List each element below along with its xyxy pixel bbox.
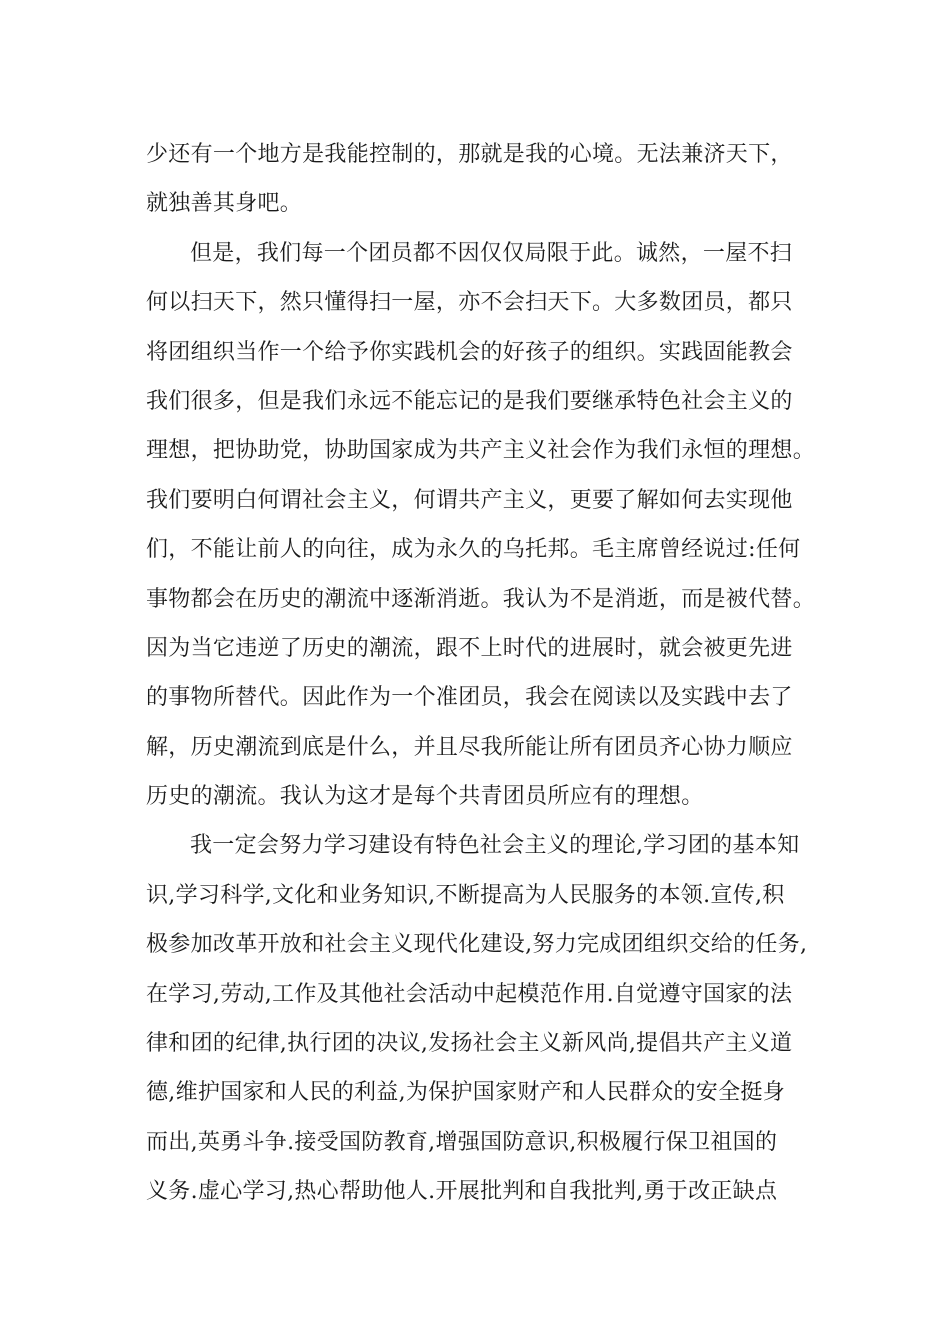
text-line: 理想，把协助党，协助国家成为共产主义社会作为我们永恒的理想。 xyxy=(146,438,816,464)
text-line: 事物都会在历史的潮流中逐渐消逝。我认为不是消逝，而是被代替。 xyxy=(146,586,816,612)
paragraph-first-line: 我一定会努力学习建设有特色社会主义的理论,学习团的基本知 xyxy=(190,833,800,859)
text-line: 将团组织当作一个给予你实践机会的好孩子的组织。实践固能教会 xyxy=(146,339,793,365)
paragraph-first-line: 但是，我们每一个团员都不因仅仅局限于此。诚然，一屋不扫 xyxy=(190,240,793,266)
text-line: 义务.虚心学习,热心帮助他人.开展批判和自我批判,勇于改正缺点 xyxy=(146,1179,778,1205)
text-line: 们，不能让前人的向往，成为永久的乌托邦。毛主席曾经说过:任何 xyxy=(146,537,801,563)
text-line: 因为当它违逆了历史的潮流，跟不上时代的进展时，就会被更先进 xyxy=(146,635,793,661)
text-line: 就独善其身吧。 xyxy=(146,191,303,217)
text-line: 历史的潮流。我认为这才是每个共青团员所应有的理想。 xyxy=(146,784,704,810)
text-line: 而出,英勇斗争.接受国防教育,增强国防意识,积极履行保卫祖国的 xyxy=(146,1129,778,1155)
text-line: 德,维护国家和人民的利益,为保护国家财产和人民群众的安全挺身 xyxy=(146,1080,785,1106)
text-line: 何以扫天下，然只懂得扫一屋，亦不会扫天下。大多数团员，都只 xyxy=(146,290,793,316)
text-line: 律和团的纪律,执行团的决议,发扬社会主义新风尚,提倡共产主义道 xyxy=(146,1031,793,1057)
text-line: 在学习,劳动,工作及其他社会活动中起模范作用.自觉遵守国家的法 xyxy=(146,981,793,1007)
body-text xyxy=(146,130,836,1217)
text-line: 我们很多，但是我们永远不能忘记的是我们要继承特色社会主义的 xyxy=(146,388,793,414)
text-line: 的事物所替代。因此作为一个准团员，我会在阅读以及实践中去了 xyxy=(146,685,793,711)
text-line: 极参加改革开放和社会主义现代化建设,努力完成团组织交给的任务, xyxy=(146,932,808,958)
text-line: 我们要明白何谓社会主义，何谓共产主义，更要了解如何去实现他 xyxy=(146,487,793,513)
text-line: 少还有一个地方是我能控制的，那就是我的心境。无法兼济天下， xyxy=(146,142,793,167)
text-line: 识,学习科学,文化和业务知识,不断提高为人民服务的本领.宣传,积 xyxy=(146,882,785,908)
text-line: 解，历史潮流到底是什么，并且尽我所能让所有团员齐心协力顺应 xyxy=(146,734,793,760)
